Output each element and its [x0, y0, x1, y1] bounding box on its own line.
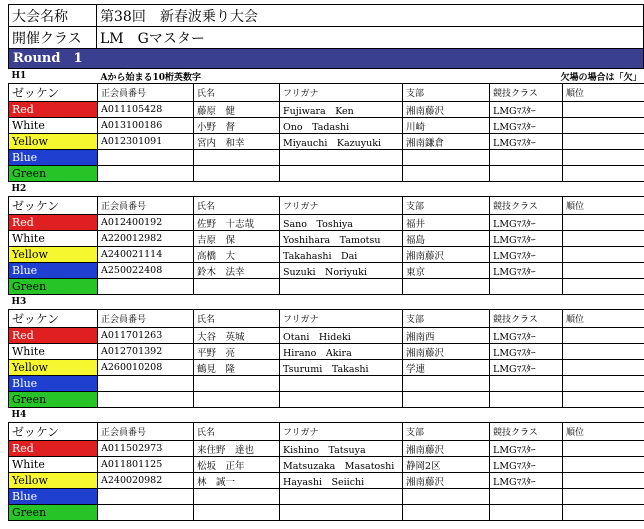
- event-info-table: [8, 4, 644, 49]
- cell-member-no[interactable]: A011502973: [98, 441, 194, 457]
- cell-furigana[interactable]: Fujiwara Ken: [280, 102, 403, 118]
- col-header-bib: ゼッケン: [9, 197, 98, 215]
- cell-rank[interactable]: [563, 489, 644, 505]
- cell-branch[interactable]: 湘南藤沢: [403, 441, 490, 457]
- cell-furigana[interactable]: Hayashi Seiichi: [280, 473, 403, 489]
- spacer: [98, 295, 644, 310]
- table-row: [9, 134, 644, 150]
- cell-comp-class[interactable]: LMGﾏｽﾀｰ: [490, 328, 563, 344]
- cell-rank[interactable]: [563, 457, 644, 473]
- cell-comp-class[interactable]: [490, 166, 563, 182]
- col-header-rank: 順位: [563, 197, 644, 215]
- cell-rank[interactable]: [563, 150, 644, 166]
- cell-comp-class[interactable]: [490, 150, 563, 166]
- cell-furigana[interactable]: Sano Toshiya: [280, 215, 403, 231]
- cell-name[interactable]: 宮内 和幸: [194, 134, 280, 150]
- cell-branch[interactable]: 湘南西: [403, 328, 490, 344]
- cell-name[interactable]: [194, 376, 280, 392]
- cell-comp-class[interactable]: LMGﾏｽﾀｰ: [490, 360, 563, 376]
- tournament-name[interactable]: 第38回 新春波乗り大会: [97, 5, 644, 27]
- table-row: [9, 489, 644, 505]
- cell-branch[interactable]: 湘南藤沢: [403, 102, 490, 118]
- member-number-note: Aから始まる10桁英数字: [100, 72, 202, 83]
- cell-rank[interactable]: [563, 392, 644, 408]
- cell-branch[interactable]: [403, 150, 490, 166]
- table-row: [9, 279, 644, 295]
- col-header-comp-class: 競技クラス: [490, 84, 563, 102]
- bib-color-green: Green: [9, 279, 98, 295]
- bib-color-blue: Blue: [9, 150, 98, 166]
- class-row: [9, 27, 644, 49]
- cell-name[interactable]: [194, 505, 280, 521]
- cell-member-no[interactable]: A012400192: [98, 215, 194, 231]
- cell-rank[interactable]: [563, 102, 644, 118]
- cell-comp-class[interactable]: LMGﾏｽﾀｰ: [490, 215, 563, 231]
- cell-comp-class[interactable]: [490, 505, 563, 521]
- cell-branch[interactable]: 湘南藤沢: [403, 344, 490, 360]
- absence-note: 欠場の場合は「欠」: [560, 72, 642, 83]
- cell-furigana[interactable]: Kishino Tatsuya: [280, 441, 403, 457]
- cell-comp-class[interactable]: LMGﾏｽﾀｰ: [490, 102, 563, 118]
- cell-rank[interactable]: [563, 263, 644, 279]
- col-header-bib: ゼッケン: [9, 423, 98, 441]
- cell-rank[interactable]: [563, 360, 644, 376]
- table-row: [9, 150, 644, 166]
- cell-furigana[interactable]: [280, 376, 403, 392]
- col-header-branch: 支部: [403, 84, 490, 102]
- table-row: [9, 457, 644, 473]
- bib-color-blue: Blue: [9, 376, 98, 392]
- cell-member-no[interactable]: A250022408: [98, 263, 194, 279]
- cell-branch[interactable]: [403, 166, 490, 182]
- cell-comp-class[interactable]: LMGﾏｽﾀｰ: [490, 231, 563, 247]
- cell-branch[interactable]: 静岡2区: [403, 457, 490, 473]
- cell-rank[interactable]: [563, 166, 644, 182]
- column-header-row: [9, 84, 644, 102]
- cell-member-no[interactable]: [98, 166, 194, 182]
- table-row: [9, 247, 644, 263]
- table-row: [9, 166, 644, 182]
- bib-color-yellow: Yellow: [9, 360, 98, 376]
- spacer: [403, 69, 490, 84]
- bib-color-yellow: Yellow: [9, 473, 98, 489]
- col-header-furigana: フリガナ: [280, 310, 403, 328]
- cell-rank[interactable]: [563, 376, 644, 392]
- cell-furigana[interactable]: Matsuzaka Masatoshi: [280, 457, 403, 473]
- cell-rank[interactable]: [563, 473, 644, 489]
- bib-color-green: Green: [9, 505, 98, 521]
- col-header-name: 氏名: [194, 423, 280, 441]
- cell-comp-class[interactable]: [490, 279, 563, 295]
- bib-color-red: Red: [9, 215, 98, 231]
- cell-member-no[interactable]: A012301091: [98, 134, 194, 150]
- col-header-name: 氏名: [194, 197, 280, 215]
- cell-member-no[interactable]: A260010208: [98, 360, 194, 376]
- heat-label-row: [9, 182, 644, 197]
- heat-label: H4: [11, 410, 27, 420]
- cell-name[interactable]: 来住野 達也: [194, 441, 280, 457]
- col-header-comp-class: 競技クラス: [490, 310, 563, 328]
- cell-name[interactable]: [194, 489, 280, 505]
- cell-member-no[interactable]: [98, 489, 194, 505]
- bib-color-white: White: [9, 344, 98, 360]
- column-header-row: [9, 310, 644, 328]
- cell-furigana[interactable]: [280, 279, 403, 295]
- cell-rank[interactable]: [563, 344, 644, 360]
- col-header-furigana: フリガナ: [280, 84, 403, 102]
- heat-label-row: [9, 295, 644, 310]
- bib-color-red: Red: [9, 328, 98, 344]
- bib-color-white: White: [9, 118, 98, 134]
- cell-comp-class[interactable]: LMGﾏｽﾀｰ: [490, 263, 563, 279]
- table-row: [9, 392, 644, 408]
- cell-furigana[interactable]: Ono Tadashi: [280, 118, 403, 134]
- cell-comp-class[interactable]: LMGﾏｽﾀｰ: [490, 344, 563, 360]
- table-row: [9, 263, 644, 279]
- cell-furigana[interactable]: [280, 505, 403, 521]
- cell-branch[interactable]: 川崎: [403, 118, 490, 134]
- col-header-branch: 支部: [403, 197, 490, 215]
- table-row: [9, 473, 644, 489]
- cell-comp-class[interactable]: LMGﾏｽﾀｰ: [490, 441, 563, 457]
- heat-label: H2: [11, 184, 27, 194]
- cell-furigana[interactable]: Miyauchi Kazuyuki: [280, 134, 403, 150]
- heat-table: [8, 69, 644, 521]
- heat-sheet: [8, 4, 644, 521]
- cell-rank[interactable]: [563, 247, 644, 263]
- cell-member-no[interactable]: A011801125: [98, 457, 194, 473]
- cell-rank[interactable]: [563, 328, 644, 344]
- cell-branch[interactable]: 湘南鎌倉: [403, 134, 490, 150]
- col-header-rank: 順位: [563, 84, 644, 102]
- cell-name[interactable]: 藤原 健: [194, 102, 280, 118]
- col-header-comp-class: 競技クラス: [490, 197, 563, 215]
- cell-member-no[interactable]: [98, 150, 194, 166]
- col-header-branch: 支部: [403, 310, 490, 328]
- bib-color-red: Red: [9, 441, 98, 457]
- cell-member-no[interactable]: [98, 376, 194, 392]
- cell-name[interactable]: [194, 166, 280, 182]
- cell-member-no[interactable]: [98, 505, 194, 521]
- cell-member-no[interactable]: A011105428: [98, 102, 194, 118]
- cell-name[interactable]: 高橋 大: [194, 247, 280, 263]
- cell-rank[interactable]: [563, 279, 644, 295]
- cell-name[interactable]: 松坂 正年: [194, 457, 280, 473]
- cell-furigana[interactable]: Tsurumi Takashi: [280, 360, 403, 376]
- cell-name[interactable]: [194, 279, 280, 295]
- cell-comp-class[interactable]: LMGﾏｽﾀｰ: [490, 473, 563, 489]
- heat-label-row: [9, 408, 644, 423]
- col-header-rank: 順位: [563, 423, 644, 441]
- cell-rank[interactable]: [563, 505, 644, 521]
- bib-color-red: Red: [9, 102, 98, 118]
- col-header-member-no: 正会員番号: [98, 423, 194, 441]
- cell-member-no[interactable]: A220012982: [98, 231, 194, 247]
- class-label: 開催クラス: [9, 27, 97, 49]
- cell-furigana[interactable]: Yoshihara Tamotsu: [280, 231, 403, 247]
- bib-color-white: White: [9, 231, 98, 247]
- bib-color-blue: Blue: [9, 263, 98, 279]
- bib-color-green: Green: [9, 392, 98, 408]
- col-header-furigana: フリガナ: [280, 423, 403, 441]
- table-row: [9, 505, 644, 521]
- cell-rank[interactable]: [563, 231, 644, 247]
- table-row: [9, 231, 644, 247]
- cell-name[interactable]: 佐野 十志哉: [194, 215, 280, 231]
- cell-branch[interactable]: [403, 489, 490, 505]
- bib-color-yellow: Yellow: [9, 247, 98, 263]
- cell-branch[interactable]: 湘南藤沢: [403, 247, 490, 263]
- col-header-rank: 順位: [563, 310, 644, 328]
- cell-branch[interactable]: 学連: [403, 360, 490, 376]
- table-row: [9, 215, 644, 231]
- col-header-member-no: 正会員番号: [98, 197, 194, 215]
- cell-furigana[interactable]: Otani Hideki: [280, 328, 403, 344]
- cell-name[interactable]: 林 誠一: [194, 473, 280, 489]
- bib-color-blue: Blue: [9, 489, 98, 505]
- table-row: [9, 328, 644, 344]
- cell-branch[interactable]: 福島: [403, 231, 490, 247]
- cell-branch[interactable]: [403, 279, 490, 295]
- col-header-furigana: フリガナ: [280, 197, 403, 215]
- cell-name[interactable]: 鈴木 法幸: [194, 263, 280, 279]
- cell-member-no[interactable]: A240020982: [98, 473, 194, 489]
- cell-member-no[interactable]: A013100186: [98, 118, 194, 134]
- table-row: [9, 360, 644, 376]
- heat-label: H1: [11, 71, 27, 81]
- cell-member-no[interactable]: A240021114: [98, 247, 194, 263]
- col-header-branch: 支部: [403, 423, 490, 441]
- bib-color-white: White: [9, 457, 98, 473]
- cell-comp-class[interactable]: [490, 376, 563, 392]
- cell-comp-class[interactable]: [490, 489, 563, 505]
- cell-name[interactable]: 大谷 英城: [194, 328, 280, 344]
- column-header-row: [9, 197, 644, 215]
- cell-furigana[interactable]: [280, 166, 403, 182]
- cell-furigana[interactable]: Hirano Akira: [280, 344, 403, 360]
- cell-branch[interactable]: [403, 505, 490, 521]
- cell-comp-class[interactable]: LMGﾏｽﾀｰ: [490, 247, 563, 263]
- table-row: [9, 441, 644, 457]
- heat-label: H3: [11, 297, 27, 307]
- table-row: [9, 102, 644, 118]
- col-header-member-no: 正会員番号: [98, 84, 194, 102]
- cell-comp-class[interactable]: LMGﾏｽﾀｰ: [490, 118, 563, 134]
- cell-branch[interactable]: 東京: [403, 263, 490, 279]
- table-row: [9, 118, 644, 134]
- col-header-name: 氏名: [194, 310, 280, 328]
- cell-rank[interactable]: [563, 441, 644, 457]
- col-header-bib: ゼッケン: [9, 310, 98, 328]
- cell-furigana[interactable]: [280, 392, 403, 408]
- cell-comp-class[interactable]: LMGﾏｽﾀｰ: [490, 457, 563, 473]
- class-name[interactable]: LM Gマスター: [97, 27, 644, 49]
- bib-color-yellow: Yellow: [9, 134, 98, 150]
- cell-furigana[interactable]: [280, 489, 403, 505]
- cell-comp-class[interactable]: LMGﾏｽﾀｰ: [490, 134, 563, 150]
- cell-name[interactable]: 鶴見 隆: [194, 360, 280, 376]
- col-header-name: 氏名: [194, 84, 280, 102]
- table-row: [9, 344, 644, 360]
- column-header-row: [9, 423, 644, 441]
- cell-name[interactable]: [194, 392, 280, 408]
- tournament-label: 大会名称: [9, 5, 97, 27]
- table-row: [9, 376, 644, 392]
- cell-comp-class[interactable]: [490, 392, 563, 408]
- round-header: Round 1: [8, 49, 644, 69]
- cell-name[interactable]: 吉原 保: [194, 231, 280, 247]
- cell-name[interactable]: [194, 150, 280, 166]
- cell-branch[interactable]: [403, 376, 490, 392]
- col-header-bib: ゼッケン: [9, 84, 98, 102]
- cell-furigana[interactable]: Takahashi Dai: [280, 247, 403, 263]
- cell-rank[interactable]: [563, 118, 644, 134]
- spacer: [98, 408, 644, 423]
- cell-name[interactable]: 平野 亮: [194, 344, 280, 360]
- cell-member-no[interactable]: A011701263: [98, 328, 194, 344]
- col-header-member-no: 正会員番号: [98, 310, 194, 328]
- cell-member-no[interactable]: [98, 392, 194, 408]
- cell-furigana[interactable]: [280, 150, 403, 166]
- cell-rank[interactable]: [563, 215, 644, 231]
- tournament-row: [9, 5, 644, 27]
- cell-member-no[interactable]: [98, 279, 194, 295]
- cell-furigana[interactable]: Suzuki Noriyuki: [280, 263, 403, 279]
- spacer: [98, 182, 644, 197]
- bib-color-green: Green: [9, 166, 98, 182]
- cell-member-no[interactable]: A012701392: [98, 344, 194, 360]
- cell-rank[interactable]: [563, 134, 644, 150]
- cell-branch[interactable]: [403, 392, 490, 408]
- cell-branch[interactable]: 湘南藤沢: [403, 473, 490, 489]
- cell-name[interactable]: 小野 督: [194, 118, 280, 134]
- heat-label-row: [9, 69, 644, 84]
- cell-branch[interactable]: 福井: [403, 215, 490, 231]
- col-header-comp-class: 競技クラス: [490, 423, 563, 441]
